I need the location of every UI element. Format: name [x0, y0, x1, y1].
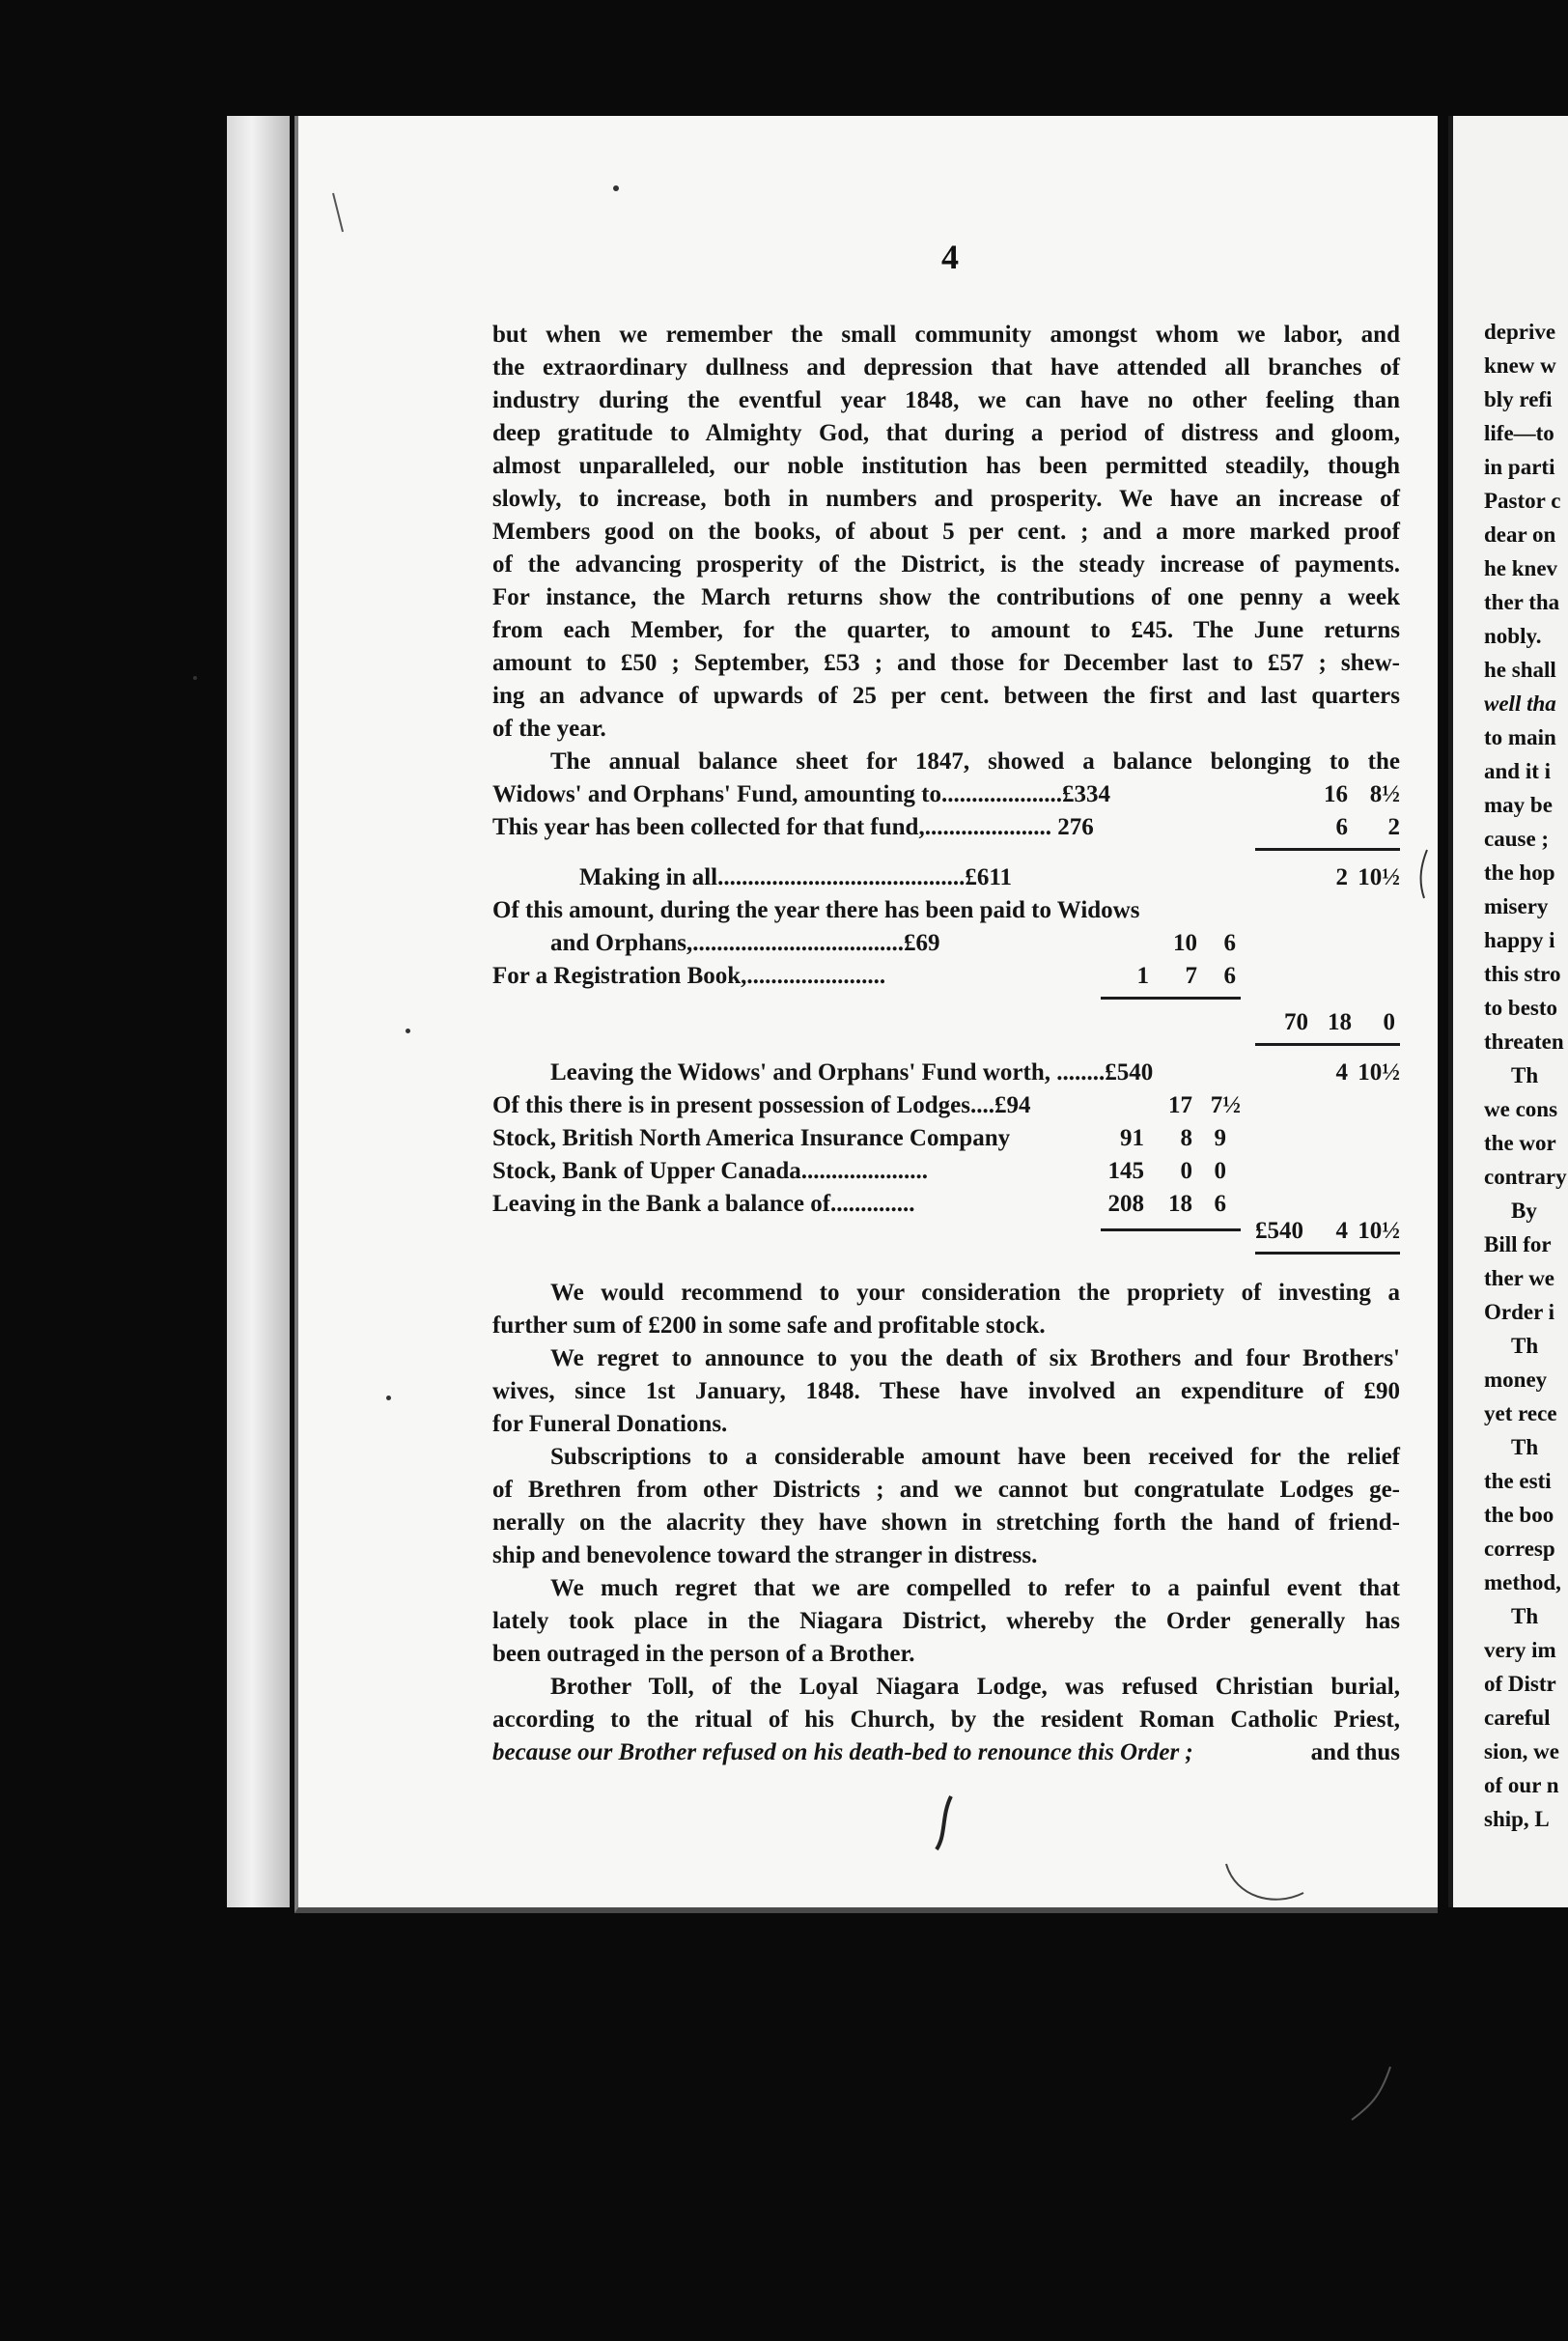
facing-line: corresp [1484, 1537, 1555, 1561]
text-line: wives, since 1st January, 1848. These have involved an expenditure of £90 [492, 1378, 1400, 1404]
text-line: the extraordinary dullness and depression that have attended all branches of [492, 354, 1400, 381]
text-line: almost unparalleled, our noble institution has been permitted steadily, though [492, 453, 1400, 479]
balance-label: Making in all.........................................£611 [579, 864, 1012, 890]
text-line: The annual balance sheet for 1847, showed a balance belonging to the [550, 748, 1400, 775]
text-line: of the advancing prosperity of the District, is the steady increase of payments. [492, 551, 1400, 578]
balance-pence: 6 [1223, 963, 1236, 989]
ink-stroke [1352, 2067, 1390, 2120]
facing-line: nobly. [1484, 624, 1542, 648]
facing-line: life—to [1484, 421, 1554, 445]
facing-line: we cons [1484, 1097, 1558, 1121]
facing-line: By [1511, 1199, 1537, 1223]
balance-shillings: 18 [1168, 1191, 1192, 1217]
balance-pounds: 1 [1136, 963, 1149, 989]
facing-line: ther we [1484, 1266, 1555, 1290]
balance-pence: 10½ [1358, 864, 1400, 890]
text-line: nerally on the alacrity they have shown in stretching forth the hand of friend- [492, 1509, 1400, 1536]
balance-label: Widows' and Orphans' Fund, amounting to....................£334 [492, 781, 1110, 807]
facing-line: he shall [1484, 658, 1556, 682]
facing-line: the boo [1484, 1503, 1554, 1527]
facing-line: happy i [1484, 928, 1555, 952]
facing-line: sion, we [1484, 1739, 1559, 1763]
text-line: For instance, the March returns show the contributions of one penny a week [492, 584, 1400, 610]
text-line: from each Member, for the quarter, to amount to £45. The June returns [492, 617, 1400, 643]
page-number: 4 [941, 238, 959, 276]
balance-shillings: 4 [1335, 1218, 1348, 1244]
balance-shillings: 7 [1185, 963, 1197, 989]
facing-line: he knev [1484, 556, 1558, 580]
facing-line: yet rece [1484, 1401, 1557, 1425]
facing-line: may be [1484, 793, 1553, 817]
facing-line: Pastor c [1484, 489, 1561, 513]
balance-shillings: 8 [1180, 1125, 1192, 1151]
balance-shillings: 10 [1173, 930, 1197, 956]
facing-line: Th [1511, 1604, 1539, 1628]
balance-shillings: 0 [1180, 1158, 1192, 1184]
balance-shillings: 4 [1335, 1059, 1348, 1086]
balance-pounds: 145 [1107, 1158, 1144, 1184]
balance-pence: 7½ [1210, 1092, 1241, 1118]
facing-line: to besto [1484, 996, 1558, 1020]
text-line: for Funeral Donations. [492, 1411, 728, 1437]
text-line: slowly, to increase, both in numbers and prosperity. We have an increase of [492, 486, 1400, 512]
balance-pounds: 70 [1284, 1009, 1308, 1035]
text-line: Members good on the books, of about 5 per cent. ; and a more marked proof [492, 519, 1400, 545]
facing-line: well tha [1484, 691, 1556, 716]
facing-line: Bill for [1484, 1232, 1552, 1256]
balance-pence: 9 [1214, 1125, 1226, 1151]
text-line: We much regret that we are compelled to refer to a painful event that [550, 1575, 1400, 1601]
text-line: industry during the eventful year 1848, we can have no other feeling than [492, 387, 1400, 413]
text-line: deep gratitude to Almighty God, that during a period of distress and gloom, [492, 420, 1400, 446]
facing-line: to main [1484, 725, 1556, 749]
balance-shillings: 16 [1324, 781, 1348, 807]
text-line: ship and benevolence toward the stranger in distress. [492, 1542, 1038, 1568]
facing-line: method, [1484, 1570, 1561, 1594]
facing-line: the wor [1484, 1131, 1556, 1155]
facing-line: bly refi [1484, 387, 1553, 411]
text-line: ing an advance of upwards of 25 per cent. between the first and last quarters [492, 683, 1400, 709]
balance-pence: 10½ [1358, 1218, 1400, 1244]
facing-line: very im [1484, 1638, 1556, 1662]
text-line: We would recommend to your consideration the propriety of investing a [550, 1280, 1400, 1306]
balance-label: Leaving the Widows' and Orphans' Fund worth, ........£540 [550, 1059, 1154, 1086]
balance-pence: 6 [1214, 1191, 1226, 1217]
text-line: but when we remember the small community amongst whom we labor, and [492, 322, 1400, 348]
facing-line: threaten [1484, 1029, 1564, 1054]
facing-line: dear on [1484, 522, 1556, 547]
speck [613, 185, 619, 191]
text-line: lately took place in the Niagara District, whereby the Order generally has [492, 1608, 1400, 1634]
balance-shillings: 17 [1168, 1092, 1192, 1118]
balance-label: and Orphans,...................................£69 [550, 930, 940, 956]
balance-pence: 0 [1383, 1009, 1395, 1035]
text-line: further sum of £200 in some safe and profitable stock. [492, 1312, 1046, 1339]
facing-line: the hop [1484, 860, 1555, 885]
facing-line: and it i [1484, 759, 1552, 783]
speck [193, 676, 197, 680]
facing-line: Th [1511, 1063, 1539, 1087]
balance-shillings: 18 [1328, 1009, 1352, 1035]
facing-line: misery [1484, 894, 1549, 918]
facing-line: cause ; [1484, 827, 1550, 851]
text-line: of Brethren from other Districts ; and we cannot but congratulate Lodges ge- [492, 1477, 1400, 1503]
facing-line: careful [1484, 1706, 1551, 1730]
facing-line: money [1484, 1368, 1548, 1392]
facing-line: Th [1511, 1435, 1539, 1459]
facing-line: contrary [1484, 1165, 1567, 1189]
balance-pence: 2 [1387, 814, 1400, 840]
balance-pence: 10½ [1358, 1059, 1400, 1086]
facing-line: this stro [1484, 962, 1561, 986]
text-line: Subscriptions to a considerable amount have been received for the relief [550, 1444, 1400, 1470]
balance-label: Stock, British North America Insurance Company [492, 1125, 1011, 1151]
text-line: Brother Toll, of the Loyal Niagara Lodge, was refused Christian burial, [550, 1674, 1400, 1700]
ink-stroke [1421, 850, 1427, 898]
text-line: been outraged in the person of a Brother. [492, 1641, 915, 1667]
balance-label: Of this amount, during the year there has been paid to Widows [492, 897, 1140, 923]
balance-shillings: 2 [1335, 864, 1348, 890]
ink-stroke [1226, 1864, 1303, 1900]
balance-pence: 0 [1214, 1158, 1226, 1184]
facing-line: of Distr [1484, 1672, 1556, 1696]
ink-stroke [937, 1796, 951, 1849]
facing-line: of our n [1484, 1773, 1559, 1797]
ink-stroke [333, 193, 343, 232]
line-tail: and thus [1310, 1739, 1400, 1765]
italic-phrase: because our Brother refused on his death-bed to renounce this Order ; [492, 1739, 1193, 1765]
balance-label: Leaving in the Bank a balance of.............. [492, 1191, 915, 1217]
facing-line: knew w [1484, 353, 1556, 378]
balance-label: Of this there is in present possession of Lodges....£94 [492, 1092, 1031, 1118]
facing-line: Order i [1484, 1300, 1555, 1324]
balance-pounds: 208 [1107, 1191, 1144, 1217]
speck [386, 1396, 391, 1400]
speck [406, 1029, 410, 1033]
text-line: We regret to announce to you the death of six Brothers and four Brothers' [550, 1345, 1400, 1371]
text-line: of the year. [492, 716, 606, 742]
facing-line: Th [1511, 1334, 1539, 1358]
balance-pence: 8½ [1369, 781, 1400, 807]
balance-pounds: 91 [1120, 1125, 1144, 1151]
facing-line: in parti [1484, 455, 1555, 479]
balance-label: This year has been collected for that fund,..................... 276 [492, 814, 1094, 840]
facing-line: the esti [1484, 1469, 1552, 1493]
balance-shillings: 6 [1335, 814, 1348, 840]
facing-line: deprive [1484, 320, 1556, 344]
balance-pounds: £540 [1255, 1218, 1303, 1244]
balance-pence: 6 [1223, 930, 1236, 956]
balance-label: Stock, Bank of Upper Canada..................... [492, 1158, 929, 1184]
facing-line: ther tha [1484, 590, 1560, 614]
text-line: amount to £50 ; September, £53 ; and those for December last to £57 ; shew- [492, 650, 1400, 676]
balance-label: For a Registration Book,....................... [492, 963, 886, 989]
text-line: according to the ritual of his Church, by the resident Roman Catholic Priest, [492, 1706, 1400, 1733]
facing-line: ship, L [1484, 1807, 1550, 1831]
